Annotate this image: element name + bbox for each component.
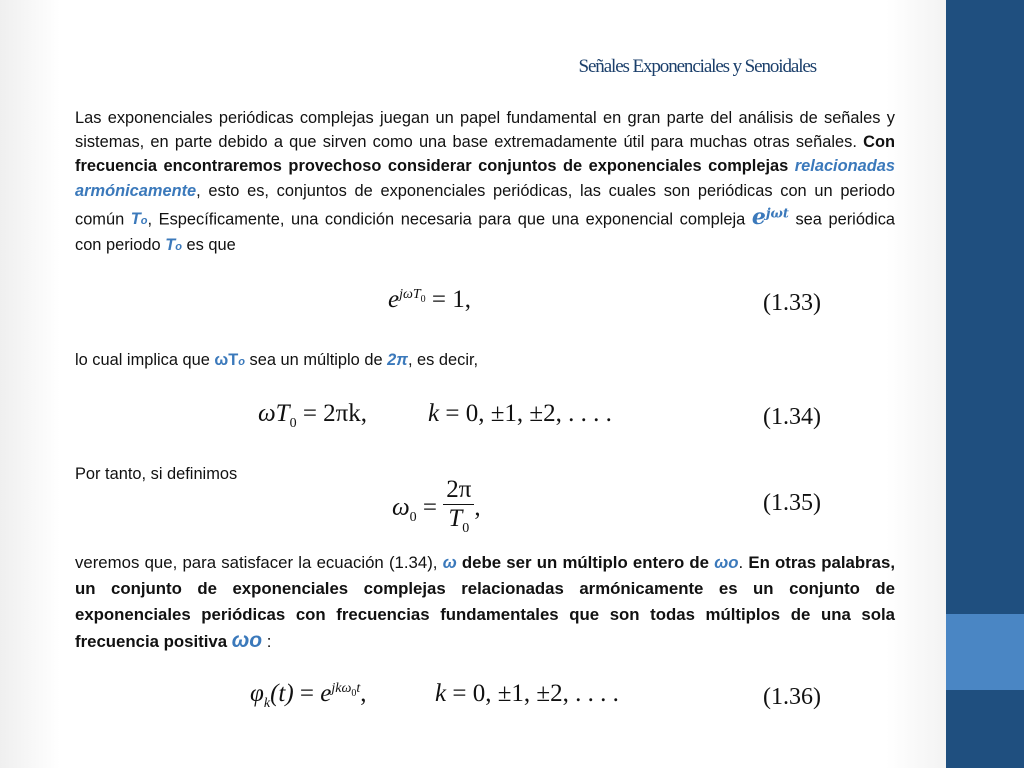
paragraph-define: Por tanto, si definimos	[75, 465, 238, 483]
equation-1-35: $\omega_0$ = $\frac{2\pi}{T_0}$ ,	[392, 476, 481, 536]
equation-1-33: $e^{j\omega T_0} = 1$,	[388, 286, 472, 313]
period-symbol-2: To	[165, 236, 182, 255]
equation-number-1-36: (1.36)	[763, 684, 821, 710]
intro-text-5: es que	[181, 236, 236, 255]
sidebar-accent-block	[946, 614, 1024, 690]
paragraph-implies: lo cual implica que ωTo sea un múltiplo de 2π, es decir,	[75, 351, 479, 369]
omega-zero-symbol: ωo	[714, 553, 739, 572]
equation-1-34-range: k = 0, ±1, ±2, . . . .	[428, 400, 612, 427]
equation-number-1-35: (1.35)	[763, 490, 821, 516]
equation-1-36-range: k = 0, ±1, ±2, . . . .	[435, 680, 619, 707]
decorative-sidebar	[946, 0, 1024, 768]
complex-exponential-symbol: $e^{j\omega t}$	[751, 204, 789, 231]
equation-number-1-34: (1.34)	[763, 404, 821, 430]
equation-number-1-33: (1.33)	[763, 290, 821, 316]
omega-symbol: ω	[442, 553, 457, 572]
period-symbol: To	[130, 210, 148, 229]
intro-bold-1: Con frecuencia encontraremos provechoso considerar conjuntos de exponenciales complejas	[75, 133, 895, 176]
intro-text-3: , Específicamente, una condición necesaria para que una exponencial compleja	[147, 210, 752, 229]
intro-highlight: relacionadas armónicamente	[75, 157, 895, 200]
intro-text-4: sea periódica con periodo	[75, 210, 895, 255]
paragraph-conclusion: veremos que, para satisfacer la ecuación (1.34), ω debe ser un múltiplo entero de ωo. En otras palabras, un conjunto de exponenciales complejas relacionadas armónicamente es un conjunto de exponenciales periódicas con frecuencias fundamentales que son todas múltiplos de una sola frecuencia positiva ωo :	[75, 553, 895, 652]
slide-title: Señales Exponenciales y Senoidales	[578, 56, 816, 77]
equation-1-34: $\omega T_0 = 2\pi k$,	[258, 400, 368, 431]
equation-1-36: $\varphi_k(t) = e^{jk\omega_0t}$,	[250, 680, 367, 711]
omega-t-symbol: ωTo	[214, 351, 245, 369]
paragraph-intro	[75, 106, 895, 260]
omega-zero-symbol-large: ωo	[231, 629, 263, 652]
intro-text-2: , esto es, conjuntos de exponenciales periódicas, las cuales son periódicas con un periodo común	[75, 181, 895, 229]
two-pi-symbol: 2π	[387, 351, 408, 369]
intro-text-1: Las exponenciales periódicas complejas juegan un papel fundamental en gran parte del análisis de señales y sistemas, en parte debido a que sirven como una base extremadamente útil para muchas otras señales.	[75, 109, 895, 152]
